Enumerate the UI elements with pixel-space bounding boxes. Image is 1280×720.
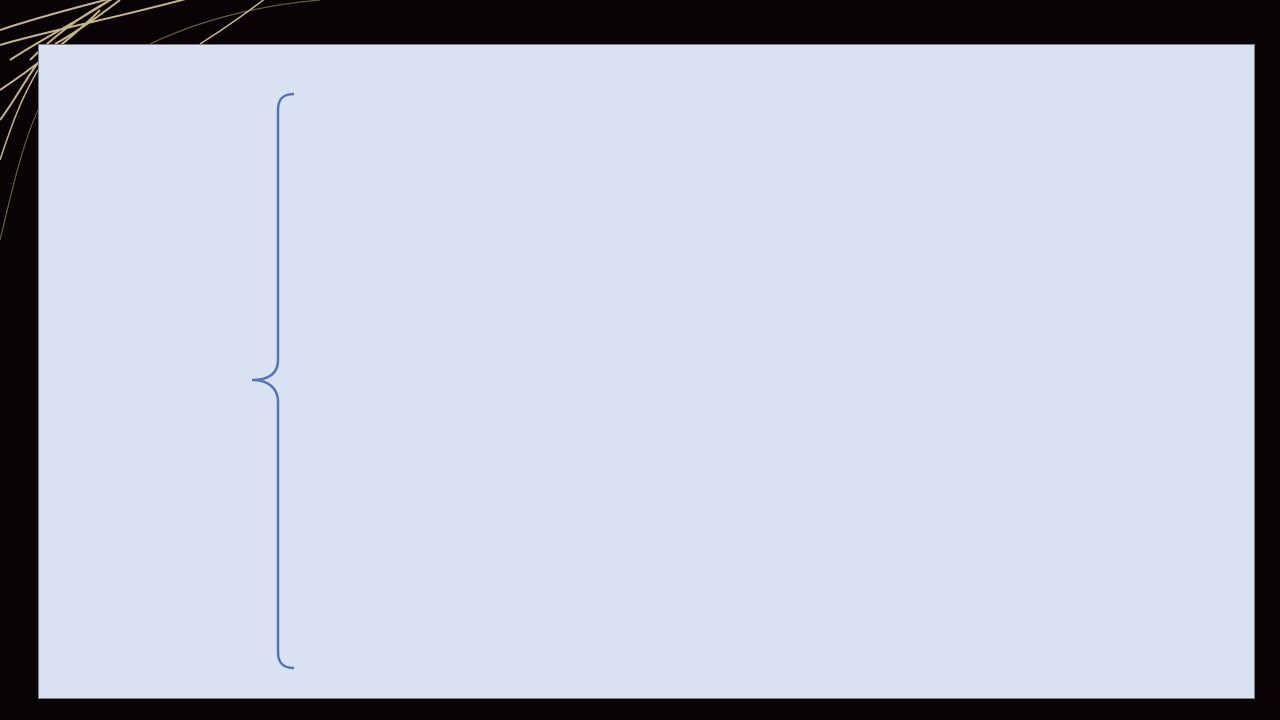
- content-panel: [38, 44, 1255, 699]
- brace-connector: [246, 92, 306, 670]
